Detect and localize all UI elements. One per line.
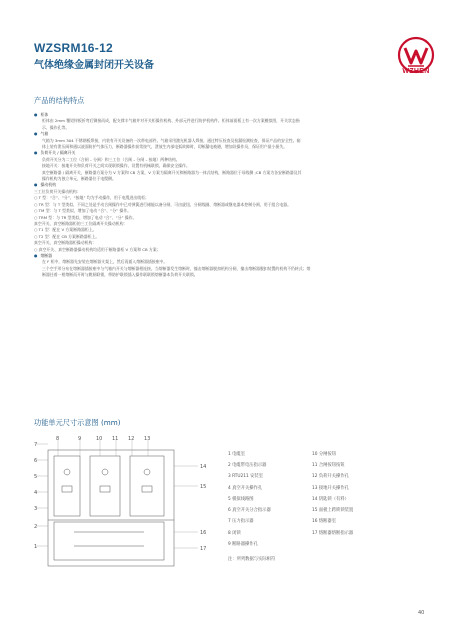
legend-item: 15 面板上跨锁锁装置 [312,508,354,514]
legend-item: 6 真空开关分合指示器 [228,508,271,514]
feature-text: 真空开关、真空断路器柜的三工位隔离开关操动机构： [34,220,128,226]
legend-row [228,516,448,527]
diagram-callout: 11 [112,436,119,442]
legend-row [228,471,448,482]
diagram-callout: 15 [200,484,207,490]
diagram-callout: 2 [34,524,38,530]
feature-text: ○ T1 型：配在 V 方案断路器柜上。 [34,227,97,233]
legend-item: 10 分闸按钮 [312,451,337,457]
diagram-callout: 7 [34,442,38,448]
feature-text: ○ T 型：“合”、“分”、“接地” 均为手动操作，用于电缆进出线柜； [34,195,149,201]
legend-item: 8 闭锁 [228,530,241,536]
legend-row [228,527,448,538]
diagram-callout: 17 [200,546,207,552]
feature-text: 真空开关、真空断路器柜操动机构： [34,240,97,246]
legend-row [228,459,448,470]
feature-text: 气箱为 3mm 304 不锈钢板焊接，内装有开关设备的一次带电部件。气箱采用激光机器人焊接，通过特压检查及检漏检测检查，保证产品的安全性。箱 [42,137,301,143]
feature-text: 断器任着一相熔断而开时与跳闸联锁，带防护联锁插入操作联联锁熔断器本负荷开关联锁。 [42,272,198,278]
legend-item: 13 接地开关操作孔 [312,485,349,491]
feature-text: 负荷开关分为二工位（合闸 – 分闸）和三工位（合闸 – 分闸 – 接地）两种结构。 [42,156,180,162]
diagram-callout: 4 [34,490,38,496]
feature-text: ○ TR 型：与 T 型类似，不同之处是手动合闸操作中已对弹簧进行储能以备分闸，可由旋钮、分闸线圈、熔断器或继电器本控制分闸，用于组合电器。 [34,201,292,207]
feature-text: 操作机构为独立单元，断路器位于电缆侧。 [42,176,116,182]
legend-row [228,448,448,459]
legend-item: 9 断路器操作孔 [228,542,258,548]
diagram-note: 注：所列数据与实际相符 [228,557,276,562]
legend-item: 3 RTU211 安装室 [228,474,263,480]
feature-heading: ● 负荷开关 / 隔离开关 [34,150,436,156]
legend-item: 2 电缆带电压指示器 [228,462,267,468]
feature-text: 在 F 柜中，熔断器先安装在熔断器支架上，然后再插入熔断器插接座中。 [42,259,168,265]
legend-item: 1 电缆室 [228,451,245,457]
diagram-callout: 14 [200,464,207,470]
feature-text: ○ 真空开关、真空断路器操动机构均适用于断路器柜 V 方案和 CB 方案； [34,246,161,252]
legend-item: 4 真空开关操作孔 [228,485,263,491]
diagram-callout: 5 [34,474,38,480]
legend-row [228,538,448,549]
product-title: 气体绝缘金属封闭开关设备 [34,60,154,71]
diagram-section-title: 功能单元尺寸示意图 (mm) [34,418,121,427]
diagram-callout: 12 [128,436,135,442]
feature-text: 真空断路器 / 隔离开关，断路器方案分为 V 方案和 CB 方案，V 方案为隔离开关和断路器为一体式结构，断路器位于母线侧 ;CB 方案为各安断路器及其 [42,169,302,175]
page-header [0,0,468,90]
diagram-callout: 6 [34,458,38,464]
feature-heading: ● 熔断器 [34,253,436,259]
legend-item: 17 熔断器熔断指示器 [312,530,354,536]
feature-heading: ● 柜体 [34,112,436,118]
page-number: 40 [418,610,425,616]
feature-text: 接地开关：接地开关和负荷开关之间实现联锁操作，设置有机械联锁，确保安全操作。 [42,163,190,169]
legend-item: 12 负荷开关操作孔 [312,474,349,480]
diagram-callout: 3 [34,506,38,512]
diagram-callout: 13 [144,436,151,442]
legend-row [228,482,448,493]
feature-text: ○ TM 型：与 T 型类似，增加了电动 “合”、“分” 操作。 [34,208,132,214]
feature-text: ○ TRM 型：与 TR 型类似，增加了电动 “合”、“分” 操作。 [34,214,137,220]
brand-logo-text: WZHEN [402,68,430,75]
diagram-callout: 10 [96,436,103,442]
legend-item: 7 压力指示器 [228,519,254,525]
feature-text: 体上装有泄压阀和通以液面防护气体压力，断路器操作前常按气，泄放生内部电弧故障时，切断漏电被避，增加设操作员，保证用户最小损失。 [42,144,288,150]
diagram-callout: 8 [56,436,60,442]
diagram-callout: 16 [200,530,207,536]
feature-text: 示、操作孔等。 [42,124,70,130]
diagram-legend [228,448,448,550]
legend-item: 11 合闸按钮按钮 [312,462,345,468]
legend-item: 5 模拟线路图 [228,496,254,502]
structure-features [34,112,436,279]
legend-row [228,504,448,515]
model-number: WZSRM16-12 [34,41,114,55]
feature-text: 柜体由 2mm 覆铝锌板折弯后铆接而成，配支撑丰气箱并对开关柜操作机构、外部元件进行防护机构件。柜体前面板上有一次方案模拟图，开关状态指 [42,118,300,124]
feature-text: ○ T2 型：配在 CB 方案断路器柜上。 [34,233,100,239]
structure-section-title: 产品的结构特点 [34,96,85,105]
diagram-callout: 9 [78,436,82,442]
feature-heading: ● 气箱 [34,131,436,137]
legend-item: 14 钥匙锁（有料） [312,496,349,502]
legend-item: 16 熔断器室 [312,519,337,525]
feature-heading: ● 操动机构 [34,182,436,188]
legend-row [228,493,448,504]
feature-text: 三工位负荷开关操动机构： [34,188,81,194]
unit-dimension-diagram [34,436,214,576]
diagram-callout: 1 [34,544,38,550]
feature-text: 三个空手形分布在熔断器插接座中与气箱内开关与熔断器相连接，当熔断器发生熔断时，撞击熔断器脱扣机构分闸，撞击熔断器脱扣装置的机构不仍转式；熔 [42,265,311,271]
